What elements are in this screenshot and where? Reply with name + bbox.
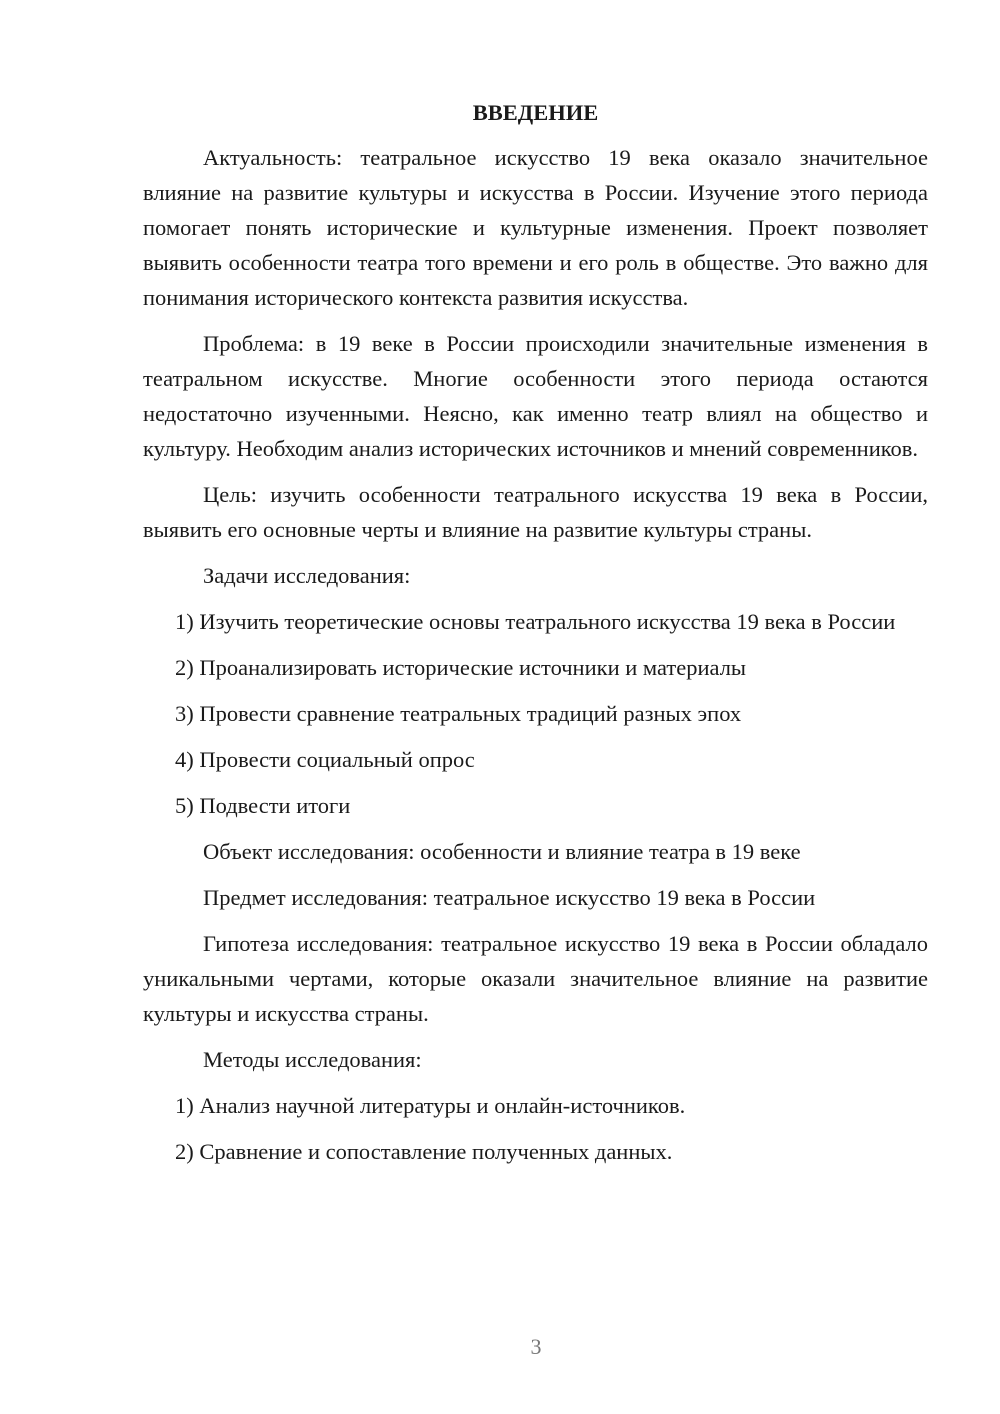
page-number: 3 [530,1334,542,1359]
page-content [143,95,928,1180]
task-item: 2) Проанализировать исторические источники и материалы [175,655,747,680]
hypothesis-paragraph: Гипотеза исследования: театральное искусство 19 века в России обладало уникальными чертами, которые оказали значительное влияние на развитие культуры и искусства страны. [143,931,928,1026]
task-item: 3) Провести сравнение театральных традиций разных эпох [175,701,742,726]
methods-title: Методы исследования: [203,1047,422,1072]
task-item: 5) Подвести итоги [175,793,351,818]
task-item: 4) Провести социальный опрос [175,747,475,772]
method-item: 2) Сравнение и сопоставление полученных данных. [175,1139,673,1164]
research-subject: Предмет исследования: театральное искусство 19 века в России [203,885,816,910]
method-item: 1) Анализ научной литературы и онлайн-источников. [175,1093,686,1118]
research-object: Объект исследования: особенности и влияние театра в 19 веке [203,839,801,864]
goal-paragraph: Цель: изучить особенности театрального искусства 19 века в России, выявить его основные черты и влияние на развитие культуры страны. [143,482,928,542]
section-heading: ВВЕДЕНИЕ [472,100,599,125]
relevance-paragraph: Актуальность: театральное искусство 19 века оказало значительное влияние на развитие культуры и искусства в России. Изучение этого периода помогает понять исторические и культурные изменения. Проект позволяет выявить особенности театра того времени и его роль в обществе. Это важно для понимания исторического контекста развития искусства. [143,145,928,310]
problem-paragraph: Проблема: в 19 веке в России происходили значительные изменения в театральном искусстве. Многие особенности этого периода остаются недостаточно изученными. Неясно, как именно театр влиял на общество и культуру. Необходим анализ исторических источников и мнений современников. [143,331,928,461]
task-item: 1) Изучить теоретические основы театрального искусства 19 века в России [175,609,896,634]
tasks-title: Задачи исследования: [203,563,411,588]
